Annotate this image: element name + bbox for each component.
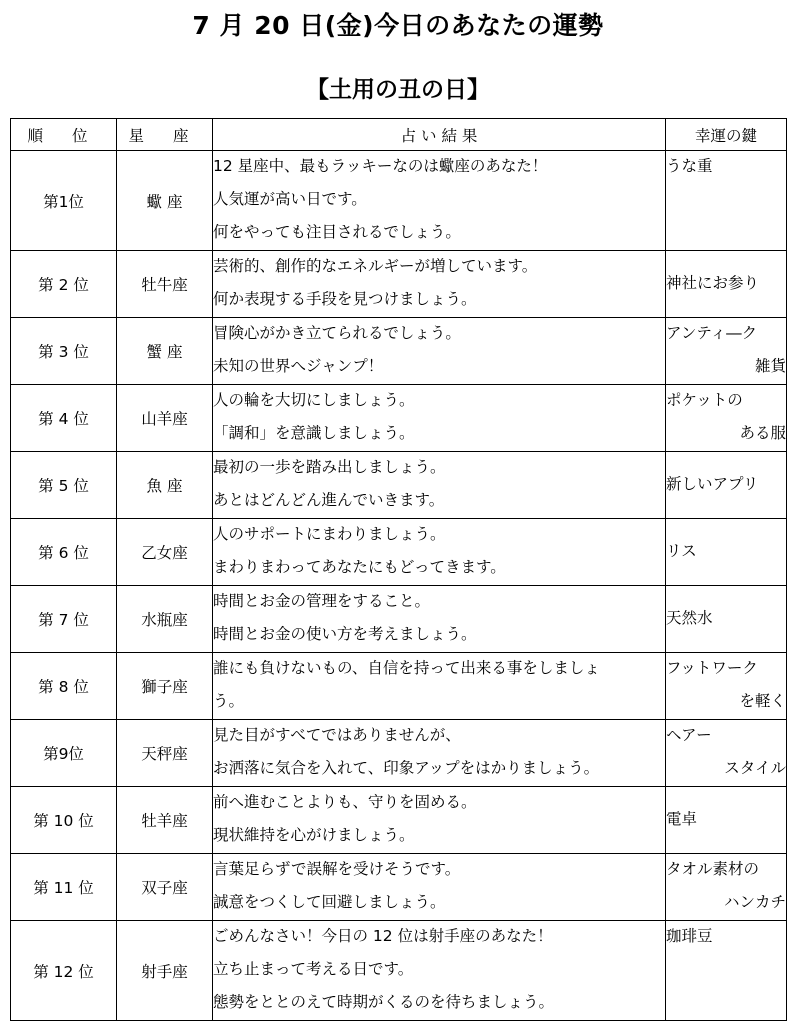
table-row bbox=[11, 251, 787, 318]
result-cell bbox=[213, 921, 666, 1021]
lucky-key-line: ヘアー bbox=[666, 726, 712, 744]
table-header-row bbox=[11, 119, 787, 151]
rank-cell: 第 12 位 bbox=[11, 921, 117, 1021]
lucky-key-line: タオル素材の bbox=[666, 860, 760, 878]
header-key: 幸運の鍵 bbox=[666, 119, 787, 151]
table-row bbox=[11, 385, 787, 452]
result-cell bbox=[213, 720, 666, 787]
header-sign: 星 座 bbox=[117, 119, 213, 151]
result-cell bbox=[213, 586, 666, 653]
result-line: あとはどんどん進んでいきます。 bbox=[213, 491, 445, 509]
lucky-key-cell bbox=[666, 854, 787, 921]
result-line: ごめんなさい！今日の 12 位は射手座のあなた！ bbox=[213, 927, 553, 945]
lucky-key-line: ハンカチ bbox=[723, 893, 786, 911]
sign-cell: 牡牛座 bbox=[117, 251, 213, 318]
lucky-key-line: リス bbox=[666, 541, 697, 560]
page-title: 7 月 20 日(金)今日のあなたの運勢 bbox=[192, 11, 604, 40]
lucky-key-line: アンティ―ク bbox=[666, 324, 758, 342]
sign-cell: 水瓶座 bbox=[117, 586, 213, 653]
result-line: お洒落に気合を入れて、印象アップをはかりましょう。 bbox=[213, 759, 600, 777]
result-line: 時間とお金の使い方を考えましょう。 bbox=[213, 625, 477, 643]
lucky-key-line: 天然水 bbox=[666, 608, 713, 627]
result-line: 何か表現する手段を見つけましょう。 bbox=[213, 290, 477, 308]
result-line: 誰にも負けないもの、自信を持って出来る事をしましょ bbox=[213, 659, 600, 677]
lucky-key-cell bbox=[666, 921, 787, 1021]
header-result: 占 い 結 果 bbox=[213, 119, 666, 151]
result-line: 人のサポートにまわりましょう。 bbox=[213, 525, 446, 543]
lucky-key-line: スタイル bbox=[724, 759, 786, 777]
result-line: 時間とお金の管理をすること。 bbox=[213, 592, 431, 610]
result-cell bbox=[213, 787, 666, 854]
result-line: 態勢をととのえて時期がくるのを待ちましょう。 bbox=[213, 993, 555, 1011]
result-line: 芸術的、創作的なエネルギーが増しています。 bbox=[213, 257, 538, 275]
lucky-key-cell bbox=[666, 787, 787, 854]
result-line: 人の輪を大切にしましょう。 bbox=[213, 391, 415, 409]
lucky-key-cell bbox=[666, 452, 787, 519]
lucky-key-cell bbox=[666, 653, 787, 720]
rank-cell: 第 11 位 bbox=[11, 854, 117, 921]
lucky-key-cell bbox=[666, 318, 787, 385]
rank-cell: 第1位 bbox=[11, 151, 117, 251]
result-cell bbox=[213, 452, 666, 519]
result-cell bbox=[213, 854, 666, 921]
table-row bbox=[11, 653, 787, 720]
rank-cell: 第 7 位 bbox=[11, 586, 117, 653]
table-row bbox=[11, 854, 787, 921]
fortune-table bbox=[10, 118, 787, 1021]
lucky-key-line: を軽く bbox=[739, 692, 786, 710]
lucky-key-cell bbox=[666, 151, 787, 251]
result-line: 12 星座中、最もラッキーなのは蠍座のあなた！ bbox=[213, 157, 548, 175]
sign-cell: 双子座 bbox=[117, 854, 213, 921]
result-cell bbox=[213, 151, 666, 251]
table-row bbox=[11, 787, 787, 854]
result-line: 最初の一歩を踏み出しましょう。 bbox=[213, 458, 446, 476]
lucky-key-line: ポケットの bbox=[666, 391, 743, 409]
sign-cell: 獅子座 bbox=[117, 653, 213, 720]
rank-cell: 第 3 位 bbox=[11, 318, 117, 385]
rank-cell: 第9位 bbox=[11, 720, 117, 787]
sign-cell: 蠍 座 bbox=[117, 151, 213, 251]
lucky-key-cell bbox=[666, 720, 787, 787]
lucky-key-line: 新しいアプリ bbox=[666, 474, 759, 493]
result-line: 現状維持を心がけましょう。 bbox=[213, 826, 415, 844]
result-cell bbox=[213, 519, 666, 586]
result-line: 立ち止まって考える日です。 bbox=[213, 960, 414, 978]
result-line: 誠意をつくして回避しましょう。 bbox=[213, 893, 446, 911]
table-row bbox=[11, 318, 787, 385]
lucky-key-line: 珈琲豆 bbox=[666, 927, 713, 945]
sign-cell: 天秤座 bbox=[117, 720, 213, 787]
sign-cell: 魚 座 bbox=[117, 452, 213, 519]
result-line: 人気運が高い日です。 bbox=[213, 190, 367, 208]
sign-cell: 山羊座 bbox=[117, 385, 213, 452]
lucky-key-line: うな重 bbox=[666, 157, 713, 175]
sign-cell: 射手座 bbox=[117, 921, 213, 1021]
result-line: まわりまわってあなたにもどってきます。 bbox=[213, 558, 506, 576]
table-row bbox=[11, 720, 787, 787]
lucky-key-cell bbox=[666, 586, 787, 653]
rank-cell: 第 2 位 bbox=[11, 251, 117, 318]
header-rank: 順 位 bbox=[11, 119, 117, 151]
rank-cell: 第 5 位 bbox=[11, 452, 117, 519]
result-line: 前へ進むことよりも、守りを固める。 bbox=[213, 793, 477, 811]
rank-cell: 第 6 位 bbox=[11, 519, 117, 586]
result-cell bbox=[213, 318, 666, 385]
result-cell bbox=[213, 385, 666, 452]
table-row bbox=[11, 921, 787, 1021]
sign-cell: 牡羊座 bbox=[117, 787, 213, 854]
lucky-key-cell bbox=[666, 519, 787, 586]
lucky-key-line: ある服 bbox=[739, 424, 786, 442]
result-cell bbox=[213, 653, 666, 720]
result-line: 冒険心がかき立てられるでしょう。 bbox=[213, 324, 461, 342]
rank-cell: 第 4 位 bbox=[11, 385, 117, 452]
table-body bbox=[11, 151, 787, 1021]
result-line: 未知の世界へジャンプ！ bbox=[213, 357, 384, 375]
lucky-key-cell bbox=[666, 251, 787, 318]
result-line: 何をやっても注目されるでしょう。 bbox=[213, 223, 461, 241]
result-line: 「調和」を意識しましょう。 bbox=[213, 424, 415, 442]
lucky-key-line: 雑貨 bbox=[754, 357, 786, 375]
result-line: う。 bbox=[213, 692, 245, 710]
rank-cell: 第 8 位 bbox=[11, 653, 117, 720]
result-line: 見た目がすべてではありませんが、 bbox=[213, 726, 461, 744]
table-row bbox=[11, 519, 787, 586]
lucky-key-cell bbox=[666, 385, 787, 452]
lucky-key-line: 電卓 bbox=[666, 809, 698, 828]
result-cell bbox=[213, 251, 666, 318]
page-subtitle: 【土用の丑の日】 bbox=[306, 77, 490, 103]
rank-cell: 第 10 位 bbox=[11, 787, 117, 854]
lucky-key-line: フットワーク bbox=[666, 659, 758, 677]
result-line: 言葉足らずで誤解を受けそうです。 bbox=[213, 860, 461, 878]
sign-cell: 蟹 座 bbox=[117, 318, 213, 385]
sign-cell: 乙女座 bbox=[117, 519, 213, 586]
lucky-key-line: 神社にお参り bbox=[666, 273, 760, 292]
table-row bbox=[11, 452, 787, 519]
table-row bbox=[11, 151, 787, 251]
table-row bbox=[11, 586, 787, 653]
